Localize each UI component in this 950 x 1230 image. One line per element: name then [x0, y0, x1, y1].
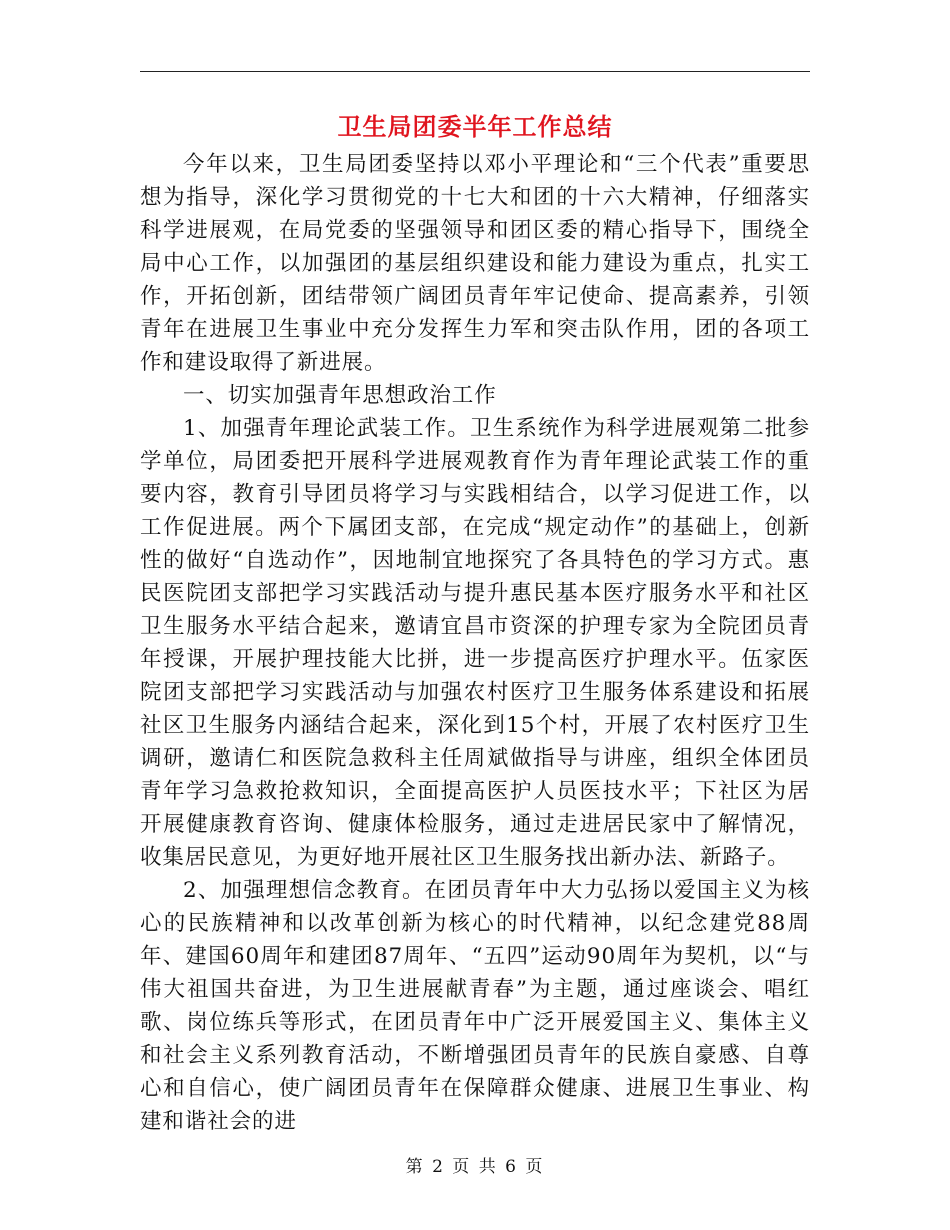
document-title: 卫生局团委半年工作总结 — [337, 112, 613, 141]
header-rule — [140, 71, 810, 72]
paragraph-intro: 今年以来，卫生局团委坚持以邓小平理论和“三个代表”重要思想为指导，深化学习贯彻党的十七大和团的十六大精神，仔细落实科学进展观，在局党委的坚强领导和团区委的精心指导下，围绕全局中心工作，以加强团的基层组织建设和能力建设为重点，扎实工作，开拓创新，团结带领广阔团员青年牢记使命、提高素养，引领青年在进展卫生事业中充分发挥生力军和突击队作用，团的各项工作和建设取得了新进展。 — [140, 152, 810, 375]
paragraph-theory: 1、加强青年理论武装工作。卫生系统作为科学进展观第二批参学单位，局团委把开展科学进展观教育作为青年理论武装工作的重要内容，教育引导团员将学习与实践相结合，以学习促进工作，以工作促进展。两个下属团支部，在完成“规定动作”的基础上，创新性的做好“自选动作”，因地制宜地探究了各具特色的学习方式。惠民医院团支部把学习实践活动与提升惠民基本医疗服务水平和社区卫生服务水平结合起来，邀请宜昌市资深的护理专家为全院团员青年授课，开展护理技能大比拼，进一步提高医疗护理水平。伍家医院团支部把学习实践活动与加强农村医疗卫生服务体系建设和拓展社区卫生服务内涵结合起来，深化到15个村，开展了农村医疗卫生调研，邀请仁和医院急救科主任周斌做指导与讲座，组织全体团员青年学习急救抢救知识，全面提高医护人员医技水平；下社区为居开展健康教育咨询、健康体检服务，通过走进居民家中了解情况，收集居民意见，为更好地开展社区卫生服务找出新办法、新路子。 — [140, 416, 810, 870]
section-heading-1: 一、切实加强青年思想政治工作 — [183, 383, 497, 408]
document-body — [140, 148, 810, 1138]
paragraph-ideals: 2、加强理想信念教育。在团员青年中大力弘扬以爱国主义为核心的民族精神和以改革创新为核心的时代精神，以纪念建党88周年、建国60周年和建团87周年、“五四”运动90周年为契机，以“与伟大祖国共奋进，为卫生进展献青春”为主题，通过座谈会、唱红歌、岗位练兵等形式，在团员青年中广泛开展爱国主义、集体主义和社会主义系列教育活动，不断增强团员青年的民族自豪感、自尊心和自信心，使广阔团员青年在保障群众健康、进展卫生事业、构建和谐社会的进 — [140, 878, 810, 1134]
page-number-footer: 第 2 页 共 6 页 — [405, 1157, 545, 1177]
